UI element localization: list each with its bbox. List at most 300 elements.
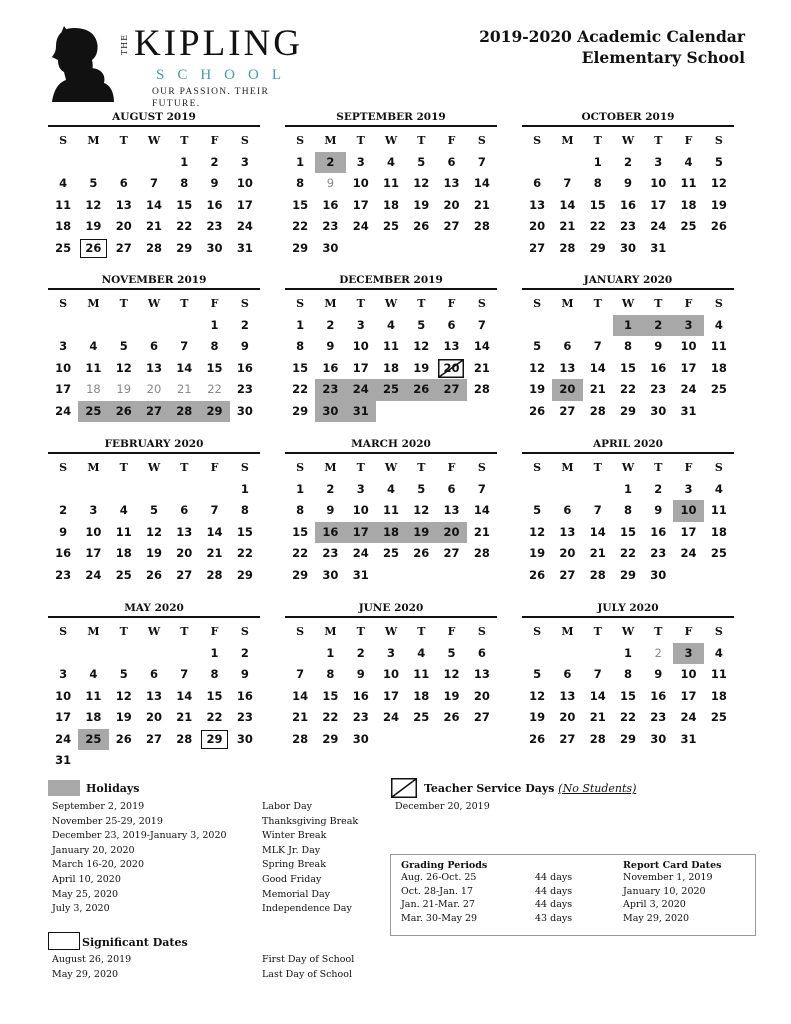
month-calendar — [285, 273, 497, 422]
day-cell — [346, 500, 376, 522]
holiday-day-cell — [315, 522, 345, 544]
day-cell — [583, 216, 613, 238]
day-number: 20 — [559, 710, 576, 724]
day-number: 21 — [206, 546, 223, 560]
day-cell — [522, 500, 552, 522]
day-cell — [673, 707, 703, 729]
day-number: 29 — [619, 403, 636, 418]
day-cell — [230, 479, 260, 501]
day-number: 14 — [589, 524, 606, 539]
day-number: 12 — [85, 197, 102, 212]
day-number: 26 — [529, 567, 546, 582]
day-cell — [467, 643, 497, 665]
day-cell — [376, 543, 406, 565]
day-cell — [139, 216, 169, 238]
day-number: 20 — [529, 219, 546, 233]
day-cell — [522, 707, 552, 729]
day-cell — [406, 358, 436, 380]
day-cell — [48, 522, 78, 544]
day-cell — [406, 707, 436, 729]
day-number: 21 — [473, 197, 490, 212]
day-number: 28 — [589, 403, 606, 418]
holiday-day-cell — [346, 522, 376, 544]
day-cell — [346, 686, 376, 708]
day-cell — [199, 238, 229, 260]
day-number: 8 — [210, 339, 219, 353]
day-number: 21 — [589, 382, 606, 396]
day-number: 28 — [176, 731, 193, 746]
weekday-header: S — [296, 625, 305, 638]
day-cell — [199, 216, 229, 238]
month-calendar — [285, 437, 497, 586]
day-number: 8 — [623, 667, 632, 681]
school-logo — [44, 22, 304, 109]
day-cell — [78, 565, 108, 587]
day-number: 1 — [210, 317, 219, 332]
weekday-header: T — [180, 461, 189, 474]
day-number: 9 — [623, 176, 632, 190]
day-cell — [704, 336, 734, 358]
grading-days-cell: 44 days — [535, 899, 573, 911]
day-cell — [48, 195, 78, 217]
day-cell — [346, 565, 376, 587]
day-number: 1 — [623, 645, 632, 660]
weekday-header: T — [356, 297, 365, 310]
day-cell — [139, 686, 169, 708]
day-cell — [613, 479, 643, 501]
holiday-day-cell — [346, 379, 376, 401]
day-cell — [704, 379, 734, 401]
holiday-day-cell — [613, 315, 643, 337]
day-number: 6 — [447, 317, 456, 332]
day-cell — [613, 729, 643, 751]
day-number: 31 — [236, 240, 253, 255]
day-number: 4 — [386, 154, 395, 169]
day-cell — [673, 686, 703, 708]
day-cell — [109, 664, 139, 686]
weekday-header: M — [87, 297, 100, 310]
day-number: 7 — [593, 667, 602, 681]
day-cell — [522, 358, 552, 380]
day-cell — [613, 195, 643, 217]
list-item: Labor Day — [262, 801, 312, 812]
weekday-header: W — [147, 297, 161, 310]
day-cell — [48, 664, 78, 686]
day-number: 11 — [382, 503, 399, 517]
day-cell — [583, 238, 613, 260]
day-number: 14 — [176, 360, 193, 375]
day-cell — [109, 195, 139, 217]
day-number: 27 — [443, 382, 460, 396]
day-number: 21 — [145, 219, 162, 233]
day-cell — [199, 315, 229, 337]
holidays-names-list — [262, 800, 358, 917]
day-number: 27 — [559, 567, 576, 582]
day-number: 11 — [710, 339, 727, 353]
day-cell — [704, 195, 734, 217]
day-cell — [199, 195, 229, 217]
weekday-header: S — [477, 297, 486, 310]
weekday-header: S — [296, 297, 305, 310]
day-number: 28 — [473, 546, 490, 560]
day-number: 17 — [680, 524, 697, 539]
empty-cell — [48, 643, 78, 665]
day-number: 17 — [236, 197, 253, 212]
weekday-header: S — [240, 134, 249, 147]
day-cell — [436, 152, 466, 174]
day-cell — [139, 195, 169, 217]
day-cell — [522, 336, 552, 358]
day-number: 9 — [654, 503, 663, 517]
day-cell — [406, 543, 436, 565]
month-calendar — [285, 110, 497, 259]
weekday-header: S — [477, 461, 486, 474]
day-cell — [199, 565, 229, 587]
day-number: 20 — [146, 382, 162, 396]
day-cell — [673, 216, 703, 238]
day-cell — [613, 543, 643, 565]
day-cell — [230, 401, 260, 423]
day-cell — [673, 358, 703, 380]
day-number: 8 — [593, 176, 602, 190]
day-number: 27 — [559, 403, 576, 418]
day-cell — [376, 173, 406, 195]
month-title: MAY 2020 — [48, 601, 260, 618]
day-cell — [643, 479, 673, 501]
month-title: APRIL 2020 — [522, 437, 734, 454]
day-cell — [583, 358, 613, 380]
day-number: 7 — [477, 481, 486, 496]
day-cell — [315, 336, 345, 358]
day-cell — [48, 729, 78, 751]
day-number: 23 — [352, 710, 369, 724]
weekday-header: W — [384, 134, 398, 147]
day-cell — [199, 358, 229, 380]
day-number: 21 — [176, 710, 193, 724]
empty-cell — [139, 643, 169, 665]
day-number: 16 — [650, 524, 667, 539]
day-number: 12 — [529, 360, 546, 375]
day-cell — [673, 543, 703, 565]
day-cell — [552, 729, 582, 751]
teacher-service-heading — [424, 782, 636, 795]
teacher-service-note: (No Students) — [558, 782, 637, 795]
day-number: 23 — [619, 219, 636, 233]
weekday-header: F — [684, 625, 693, 638]
day-cell — [230, 216, 260, 238]
day-number: 2 — [623, 154, 632, 169]
day-cell — [436, 686, 466, 708]
day-number: 24 — [680, 710, 697, 724]
day-cell — [552, 500, 582, 522]
day-cell — [78, 216, 108, 238]
day-cell — [230, 315, 260, 337]
month-title: MARCH 2020 — [285, 437, 497, 454]
table-row — [401, 885, 721, 899]
day-number: 2 — [326, 154, 335, 169]
day-number: 12 — [145, 524, 162, 539]
weekday-header: T — [593, 461, 602, 474]
day-cell — [346, 729, 376, 751]
day-number: 17 — [650, 197, 667, 212]
day-cell — [230, 358, 260, 380]
day-number: 20 — [559, 382, 576, 396]
day-cell — [109, 729, 139, 751]
day-cell — [406, 173, 436, 195]
grading-periods-header: Grading Periods — [401, 860, 488, 871]
day-number: 19 — [413, 524, 430, 539]
day-number: 9 — [356, 667, 365, 681]
day-number: 30 — [352, 731, 369, 746]
day-number: 10 — [236, 176, 253, 190]
day-cell — [285, 522, 315, 544]
day-number: 27 — [443, 219, 460, 233]
day-cell — [583, 543, 613, 565]
list-item: Memorial Day — [262, 888, 331, 900]
day-cell — [406, 500, 436, 522]
day-number: 15 — [206, 360, 223, 375]
day-number: 16 — [206, 197, 223, 212]
day-cell — [704, 643, 734, 665]
month-days-grid — [285, 130, 497, 259]
day-cell — [613, 173, 643, 195]
day-number: 5 — [533, 339, 542, 353]
day-number: 17 — [680, 688, 697, 703]
empty-cell — [109, 152, 139, 174]
day-number: 31 — [352, 403, 369, 418]
day-cell — [522, 216, 552, 238]
day-cell — [643, 238, 673, 260]
day-number: 27 — [473, 710, 490, 724]
day-cell — [643, 216, 673, 238]
list-item: Spring Break — [262, 859, 326, 871]
day-number: 27 — [443, 546, 460, 560]
day-number: 16 — [322, 360, 339, 375]
day-number: 8 — [240, 503, 249, 517]
day-number: 22 — [206, 710, 223, 724]
grading-period-cell: Aug. 26-Oct. 25 — [401, 872, 477, 884]
day-cell — [48, 336, 78, 358]
month-days-grid — [285, 293, 497, 422]
day-cell — [583, 173, 613, 195]
weekday-header: F — [210, 134, 219, 147]
empty-cell — [169, 643, 199, 665]
day-cell — [704, 152, 734, 174]
day-cell — [467, 358, 497, 380]
empty-cell — [552, 643, 582, 665]
day-number: 19 — [145, 546, 162, 560]
day-number: 24 — [352, 382, 369, 396]
day-cell — [315, 173, 345, 195]
day-cell — [315, 707, 345, 729]
day-cell — [376, 152, 406, 174]
weekday-header: S — [533, 625, 542, 638]
day-number: 28 — [145, 240, 162, 255]
day-number: 16 — [322, 197, 339, 212]
table-row — [401, 871, 721, 885]
month-days-grid — [522, 293, 734, 422]
day-number: 9 — [326, 176, 335, 190]
day-cell — [704, 315, 734, 337]
day-number: 22 — [176, 219, 193, 233]
day-cell — [285, 565, 315, 587]
day-cell — [285, 152, 315, 174]
day-number: 30 — [322, 403, 339, 418]
day-cell — [522, 195, 552, 217]
holiday-day-cell — [376, 379, 406, 401]
day-cell — [436, 315, 466, 337]
day-cell — [48, 543, 78, 565]
month-calendar — [48, 601, 260, 772]
day-cell — [78, 195, 108, 217]
weekday-header: S — [533, 461, 542, 474]
day-cell — [583, 401, 613, 423]
day-number: 17 — [382, 688, 399, 703]
day-number: 21 — [473, 524, 490, 539]
weekday-header: S — [240, 625, 249, 638]
day-number: 16 — [55, 546, 72, 560]
day-number: 11 — [413, 667, 430, 681]
day-number: 1 — [296, 317, 305, 332]
day-number: 26 — [413, 546, 430, 560]
holiday-swatch — [48, 780, 80, 796]
day-number: 15 — [292, 360, 309, 375]
day-cell — [346, 707, 376, 729]
day-number: 15 — [206, 688, 223, 703]
weekday-header: T — [356, 134, 365, 147]
weekday-header: S — [714, 625, 723, 638]
empty-cell — [169, 479, 199, 501]
day-number: 24 — [352, 546, 369, 560]
day-number: 14 — [292, 688, 309, 703]
list-item: Last Day of School — [262, 968, 353, 980]
day-cell — [139, 664, 169, 686]
month-calendar — [48, 273, 260, 422]
weekday-header: S — [296, 134, 305, 147]
day-number: 19 — [529, 382, 546, 396]
day-cell — [346, 664, 376, 686]
day-number: 10 — [352, 176, 369, 190]
day-number: 15 — [589, 197, 606, 212]
day-number: 9 — [240, 339, 249, 353]
day-number: 24 — [680, 546, 697, 560]
day-number: 12 — [413, 503, 430, 517]
day-number: 21 — [589, 710, 606, 724]
day-cell — [285, 543, 315, 565]
empty-cell — [199, 479, 229, 501]
list-item: May 29, 2020 — [52, 968, 119, 980]
day-cell — [78, 358, 108, 380]
day-number: 22 — [236, 546, 253, 560]
day-cell — [467, 686, 497, 708]
list-item: March 16-20, 2020 — [52, 859, 144, 871]
day-cell — [48, 565, 78, 587]
day-number: 5 — [417, 154, 426, 169]
grading-days-header — [535, 860, 623, 871]
empty-cell — [139, 315, 169, 337]
calendar-title — [479, 26, 745, 68]
day-number: 24 — [352, 219, 369, 233]
day-number: 1 — [240, 481, 249, 496]
day-cell — [522, 238, 552, 260]
month-days-grid — [285, 621, 497, 750]
day-number: 3 — [356, 481, 365, 496]
day-number: 28 — [473, 382, 490, 396]
holiday-day-cell — [139, 401, 169, 423]
day-cell — [109, 173, 139, 195]
weekday-header: W — [147, 134, 161, 147]
weekday-header: S — [59, 297, 68, 310]
day-cell — [522, 543, 552, 565]
day-cell — [230, 729, 260, 751]
day-cell — [552, 195, 582, 217]
day-cell — [109, 500, 139, 522]
day-cell — [376, 686, 406, 708]
month-title: OCTOBER 2019 — [522, 110, 734, 127]
day-cell — [139, 238, 169, 260]
day-cell — [406, 479, 436, 501]
day-number: 20 — [115, 219, 132, 233]
weekday-header: S — [714, 297, 723, 310]
weekday-header: T — [654, 297, 663, 310]
month-title: NOVEMBER 2019 — [48, 273, 260, 290]
day-number: 1 — [593, 154, 602, 169]
day-cell — [169, 173, 199, 195]
day-number: 19 — [413, 360, 430, 375]
day-number: 28 — [559, 240, 576, 255]
day-cell — [109, 565, 139, 587]
day-cell — [704, 543, 734, 565]
day-cell — [583, 500, 613, 522]
day-cell — [552, 216, 582, 238]
day-number: 27 — [145, 731, 162, 746]
day-number: 11 — [710, 667, 727, 681]
day-number: 21 — [176, 382, 192, 396]
calendar-title-line1: 2019-2020 Academic Calendar — [479, 27, 745, 46]
day-number: 16 — [650, 688, 667, 703]
day-cell — [704, 686, 734, 708]
day-cell — [285, 173, 315, 195]
day-cell — [109, 379, 139, 401]
day-number: 3 — [240, 154, 249, 169]
day-number: 30 — [236, 403, 253, 418]
day-cell — [315, 643, 345, 665]
day-cell — [436, 543, 466, 565]
day-number: 2 — [210, 154, 219, 169]
day-number: 10 — [382, 667, 399, 681]
day-number: 9 — [654, 667, 663, 681]
day-cell — [436, 664, 466, 686]
day-number: 12 — [529, 524, 546, 539]
day-cell — [346, 643, 376, 665]
month-calendar — [522, 601, 734, 750]
day-cell — [346, 216, 376, 238]
month-calendar — [522, 437, 734, 586]
day-number: 6 — [447, 481, 456, 496]
day-number: 2 — [654, 481, 663, 496]
day-number: 18 — [382, 524, 399, 539]
day-number: 23 — [650, 382, 667, 396]
calendar-title-line2: Elementary School — [581, 48, 745, 67]
weekday-header: W — [384, 297, 398, 310]
day-number: 2 — [59, 503, 68, 517]
holiday-day-cell — [673, 315, 703, 337]
day-cell — [230, 379, 260, 401]
silhouette-logo-icon — [44, 24, 116, 102]
day-number: 16 — [352, 688, 369, 703]
day-cell — [613, 336, 643, 358]
day-cell — [315, 543, 345, 565]
